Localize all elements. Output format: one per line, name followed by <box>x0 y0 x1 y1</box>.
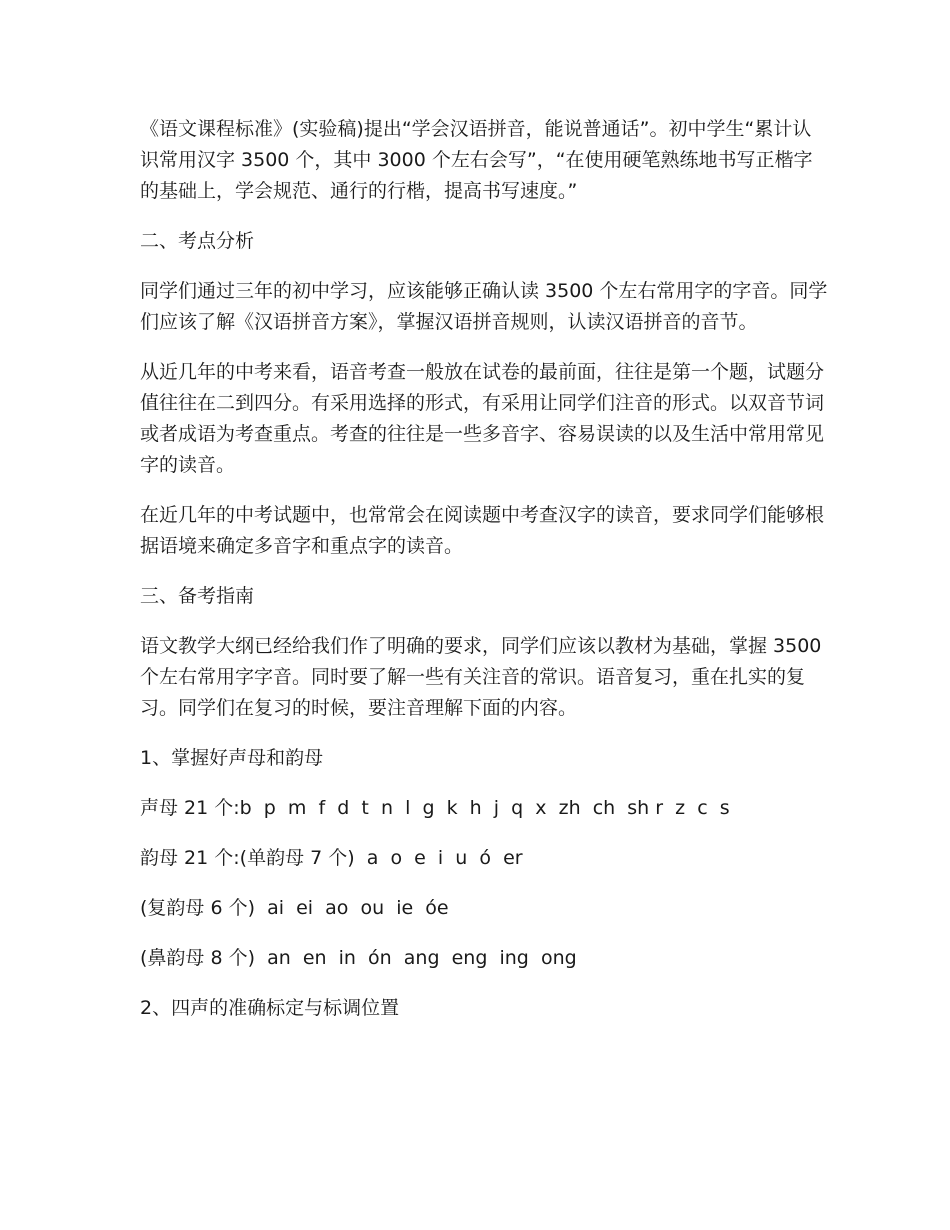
subheading-tones: 2、四声的准确标定与标调位置 <box>140 997 400 1019</box>
paragraph-analysis-3: 在近几年的中考试题中，也常常会在阅读题中考查汉字的读音，要求同学们能够根据语境来确定多音字和重点字的读音。 <box>140 504 825 557</box>
document-body <box>140 114 830 1043</box>
finals-line-compound: (复韵母 6 个) ai ei ao ou ie óe <box>140 897 449 919</box>
paragraph-guide: 语文教学大纲已经给我们作了明确的要求，同学们应该以教材为基础，掌握 3500 个左右常用字字音。同时要了解一些有关注音的常识。语音复习，重在扎实的复习。同学们在复习的时候，要注音理解下面的内容。 <box>140 635 822 719</box>
subheading-initials-finals: 1、掌握好声母和韵母 <box>140 747 324 769</box>
finals-line-nasal: (鼻韵母 8 个) an en in ón ang eng ing ong <box>140 947 577 969</box>
paragraph-curriculum-standard: 《语文课程标准》(实验稿)提出“学会汉语拼音，能说普通话”。初中学生“累计认识常用汉字 3500 个，其中 3000 个左右会写”，“在使用硬笔熟练地书写正楷字的基础上，学会规范、通行的行楷，提高书写速度。” <box>140 118 813 202</box>
paragraph-analysis-1: 同学们通过三年的初中学习，应该能够正确认读 3500 个左右常用字的字音。同学们应该了解《汉语拼音方案》，掌握汉语拼音规则，认读汉语拼音的音节。 <box>140 280 828 333</box>
paragraph-analysis-2: 从近几年的中考来看，语音考查一般放在试卷的最前面，往往是第一个题，试题分值往往在二到四分。有采用选择的形式，有采用让同学们注音的形式。以双音节词或者成语为考查重点。考查的往往是一些多音字、容易误读的以及生活中常用常见字的读音。 <box>140 361 825 476</box>
section-heading-guide: 三、备考指南 <box>140 585 255 607</box>
section-heading-analysis: 二、考点分析 <box>140 230 255 252</box>
initials-line: 声母 21 个:b p m f d t n l g k h j q x zh ch sh r z c s <box>140 797 730 819</box>
finals-line-simple: 韵母 21 个:(单韵母 7 个) a o e i u ó er <box>140 847 523 869</box>
